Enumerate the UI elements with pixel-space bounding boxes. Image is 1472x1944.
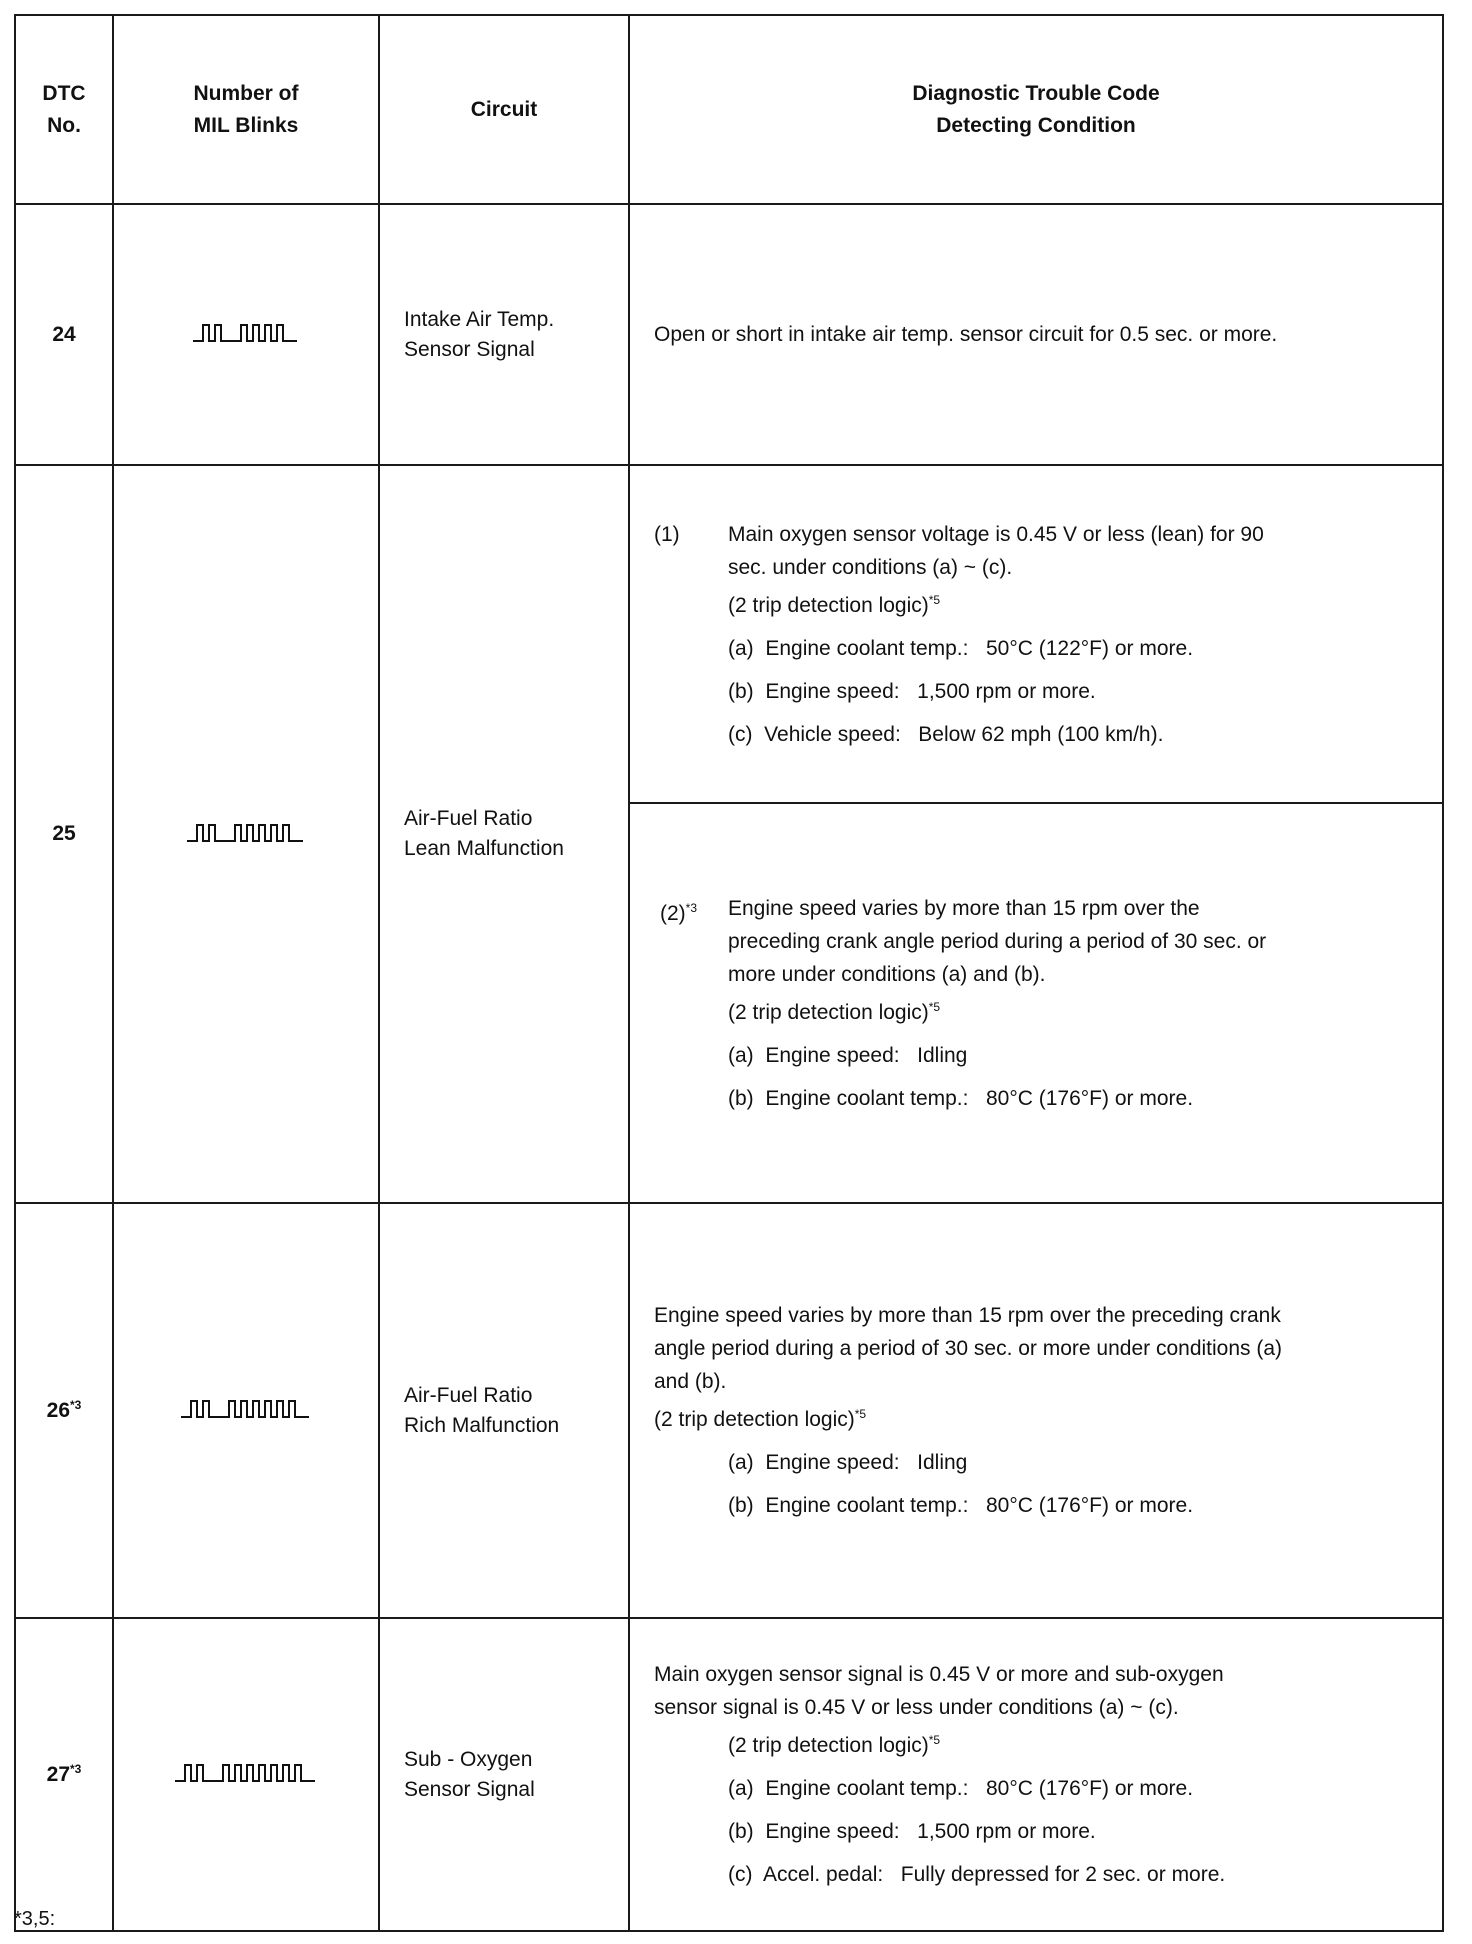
header-circuit: Circuit <box>379 15 629 204</box>
dtc-code: 24 <box>15 204 113 465</box>
sub-condition: (a) Engine coolant temp.: 50°C (122°F) or more. <box>728 636 1194 660</box>
dtc-code: 26$^{*3}$ <box>15 1203 113 1618</box>
circuit-name: Intake Air Temp. Sensor Signal <box>379 204 629 465</box>
header-dtc-no: DTC No. <box>15 15 113 204</box>
header-row <box>15 15 1443 204</box>
trip-logic: (2 trip detection logic)$^{*5}$ <box>728 592 941 617</box>
condition-item: $(2)^{*3}$ Engine speed varies by more than 15 rpm over the preceding crank angle period during a period of 30 sec. or more under conditions (a) and (b). (2 trip detection logic)$^{*5}$ <box>660 892 1430 1029</box>
mil-blink-pattern <box>113 465 379 1203</box>
blink-pulse-line <box>193 325 297 341</box>
blink-pulse-icon <box>193 319 299 345</box>
circuit-name: Sub - Oxygen Sensor Signal <box>379 1618 629 1931</box>
mil-blink-pattern <box>113 1203 379 1618</box>
detecting-condition: Main oxygen sensor signal is 0.45 V or more and sub-oxygen sensor signal is 0.45 V or less under conditions (a) ~ (c). (2 trip detection logic)$^{*5}$ (a) Engine coolant temp.: 80°C (176°F) or more. (b) Engine speed: 1,500 rpm or more. (c) Accel. pedal: Fully depressed for 2 sec. or more. <box>629 1618 1443 1931</box>
sub-condition: (a) Engine speed: Idling <box>728 1451 968 1474</box>
footnote: *3,5: <box>14 1908 56 1930</box>
condition-item: (1) Main oxygen sensor voltage is 0.45 V or less (lean) for 90 sec. under conditions (a) ~ (c). (2 trip detection logic)$^{*5}$ <box>654 518 1430 622</box>
blink-pulse-line <box>181 1401 309 1417</box>
sub-condition: (a) Engine speed: Idling <box>728 1043 968 1067</box>
table-row <box>15 1203 1443 1618</box>
sub-condition: (a) Engine coolant temp.: 80°C (176°F) or more. <box>728 1777 1194 1800</box>
trip-logic: (2 trip detection logic)$^{*5}$ <box>728 1733 941 1757</box>
detecting-condition: Engine speed varies by more than 15 rpm over the preceding crank angle period during a period of 30 sec. or more under conditions (a) and (b). (2 trip detection logic)$^{*5}$ (a) Engine speed: Idling (b) Engine coolant temp.: 80°C (176°F) or more. <box>629 1203 1443 1618</box>
mil-blink-pattern <box>113 204 379 465</box>
blink-pulse-line <box>187 825 303 841</box>
table-row <box>15 465 1443 803</box>
detecting-condition-1 <box>629 465 1443 803</box>
dtc-code: 27$^{*3}$ <box>15 1618 113 1931</box>
table-row <box>15 204 1443 465</box>
table-row <box>15 1618 1443 1931</box>
sub-condition: (b) Engine coolant temp.: 80°C (176°F) or more. <box>728 1086 1194 1110</box>
header-mil-blinks: Number of MIL Blinks <box>113 15 379 204</box>
sub-condition: (c) Vehicle speed: Below 62 mph (100 km/h). <box>728 722 1164 746</box>
dtc-code: 25 <box>15 465 113 1203</box>
mil-blink-pattern <box>113 1618 379 1931</box>
blink-pulse-icon <box>181 1395 311 1421</box>
trip-logic: (2 trip detection logic)$^{*5}$ <box>728 999 941 1024</box>
blink-pulse-line <box>175 1765 315 1781</box>
blink-pulse-icon <box>187 819 305 845</box>
sub-condition: (c) Accel. pedal: Fully depressed for 2 sec. or more. <box>728 1863 1226 1886</box>
trip-logic: (2 trip detection logic)$^{*5}$ <box>654 1407 867 1431</box>
circuit-name: Air-Fuel Ratio Rich Malfunction <box>379 1203 629 1618</box>
detecting-condition-2 <box>629 803 1443 1203</box>
dtc-table <box>14 14 1444 1932</box>
header-condition: Diagnostic Trouble Code Detecting Condition <box>629 15 1443 204</box>
blink-pulse-icon <box>175 1759 317 1785</box>
sub-condition: (b) Engine speed: 1,500 rpm or more. <box>728 1820 1096 1843</box>
detecting-condition: Open or short in intake air temp. sensor circuit for 0.5 sec. or more. <box>629 204 1443 465</box>
sub-condition: (b) Engine speed: 1,500 rpm or more. <box>728 679 1096 703</box>
sub-condition: (b) Engine coolant temp.: 80°C (176°F) or more. <box>728 1494 1194 1517</box>
circuit-name: Air-Fuel Ratio Lean Malfunction <box>379 465 629 1203</box>
